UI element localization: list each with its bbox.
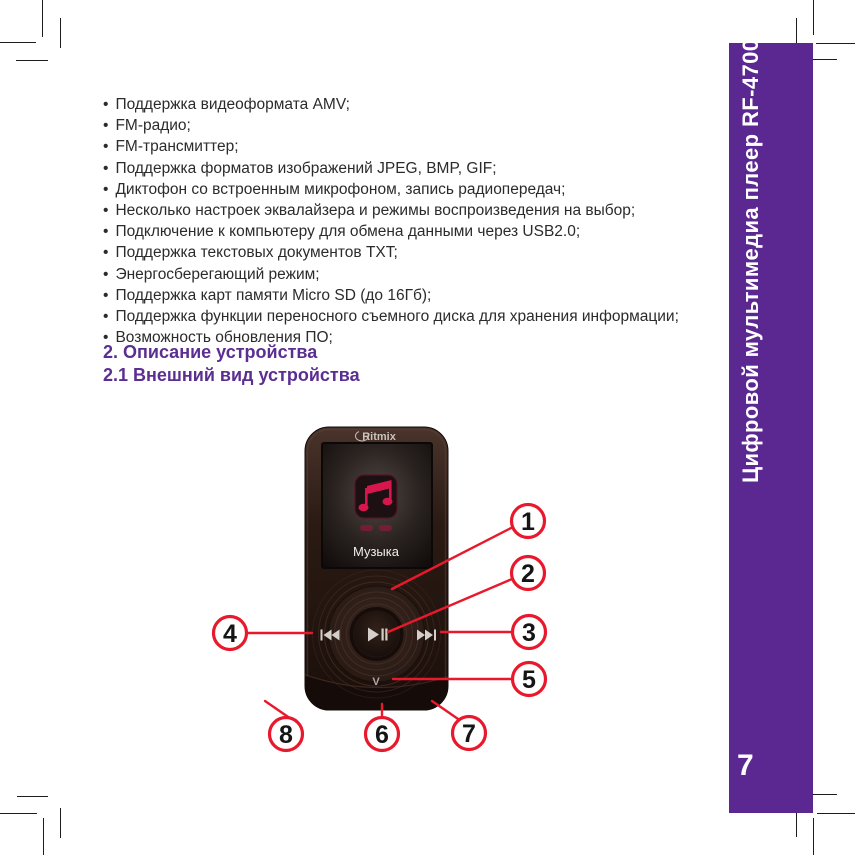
player-screen xyxy=(322,443,432,568)
crop-mark xyxy=(60,808,61,838)
feature-item: • Поддержка карт памяти Micro SD (до 16Гб); xyxy=(103,285,721,306)
crop-mark xyxy=(43,818,44,855)
ritmix-logo xyxy=(356,431,397,443)
feature-item: • Возможность обновления ПО; xyxy=(103,327,721,348)
svg-text:3: 3 xyxy=(522,619,536,647)
crop-mark xyxy=(16,60,48,61)
callout-2 xyxy=(512,557,545,590)
crop-mark xyxy=(60,18,61,48)
section-heading: 2. Описание устройства xyxy=(103,342,318,362)
leader-line-7 xyxy=(432,701,461,721)
sidebar-title: Цифровой мультимедиа плеер RF-4700 xyxy=(738,38,763,483)
volume-button-label: V xyxy=(372,676,380,688)
feature-item: • FM-радио; xyxy=(103,115,721,136)
control-wheel xyxy=(329,586,425,682)
crop-mark xyxy=(796,18,797,43)
crop-mark xyxy=(17,796,48,797)
crop-mark xyxy=(813,0,814,35)
svg-text:8: 8 xyxy=(279,721,293,749)
svg-text:2: 2 xyxy=(521,560,535,588)
music-icon xyxy=(355,475,397,518)
svg-text:7: 7 xyxy=(462,720,476,748)
crop-mark xyxy=(0,42,36,43)
svg-text:4: 4 xyxy=(223,620,237,648)
feature-item: • Поддержка текстовых документов TXT; xyxy=(103,242,721,263)
section-subheading: 2.1 Внешний вид устройства xyxy=(103,365,360,385)
crop-mark xyxy=(813,818,814,855)
crop-mark xyxy=(817,813,855,814)
feature-item: • FM-трансмиттер; xyxy=(103,136,721,157)
callout-6 xyxy=(366,718,399,751)
feature-item: • Поддержка форматов изображений JPEG, BMP, GIF; xyxy=(103,158,721,179)
callout-5 xyxy=(513,663,546,696)
crop-mark xyxy=(0,813,37,814)
screen-title: Музыка xyxy=(353,544,399,559)
page-number: 7 xyxy=(737,749,754,782)
crop-mark xyxy=(42,0,43,37)
feature-item: • Подключение к компьютеру для обмена данными через USB2.0; xyxy=(103,221,721,242)
feature-item: • Диктофон со встроенным микрофоном, запись радиопередач; xyxy=(103,179,721,200)
callout-3 xyxy=(513,616,546,649)
feature-list xyxy=(103,94,721,348)
callout-8 xyxy=(270,718,303,751)
feature-item: • Поддержка функции переносного съемного диска для хранения информации; xyxy=(103,306,721,327)
callout-1 xyxy=(512,505,545,538)
callout-7 xyxy=(453,717,486,750)
svg-text:6: 6 xyxy=(375,721,389,749)
feature-item: • Несколько настроек эквалайзера и режимы воспроизведения на выбор; xyxy=(103,200,721,221)
crop-mark xyxy=(816,43,855,44)
device-figure xyxy=(195,413,565,758)
svg-text:Ritmix: Ritmix xyxy=(362,431,396,443)
feature-item: • Поддержка видеоформата AMV; xyxy=(103,94,721,115)
feature-item: • Энергосберегающий режим; xyxy=(103,264,721,285)
svg-text:1: 1 xyxy=(521,508,535,536)
callout-4 xyxy=(214,617,247,650)
svg-text:5: 5 xyxy=(522,666,536,694)
section-headings xyxy=(103,341,360,387)
